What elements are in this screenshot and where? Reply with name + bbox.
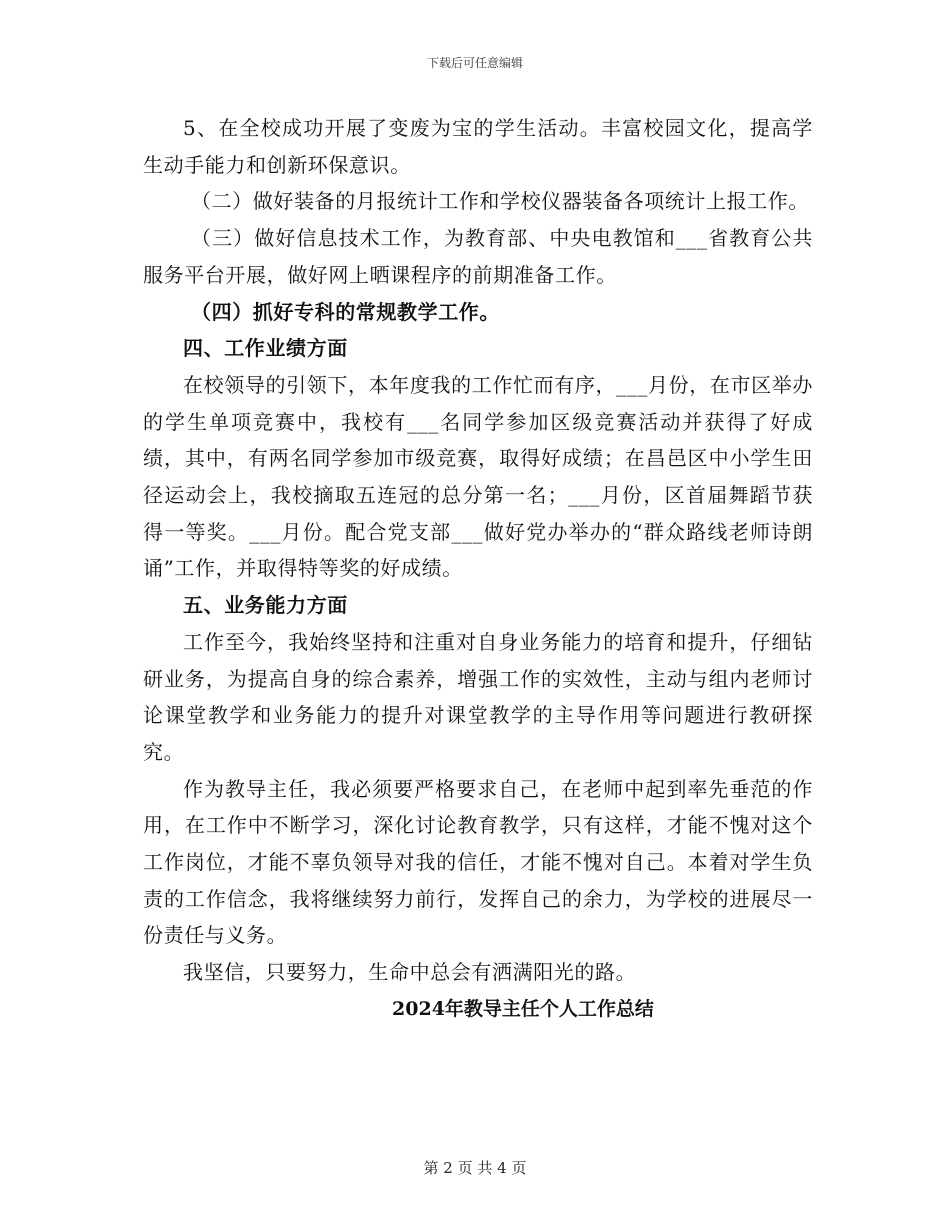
paragraph-achievements: 在校领导的引领下，本年度我的工作忙而有序，___月份，在市区举办的学生单项竞赛中，我校有___名同学参加区级竞赛活动并获得了好成绩，其中，有两名同学参加市级竞赛，取得好成绩；在昌邑区中小学生田径运动会上，我校摘取五连冠的总分第一名；___月份，区首届舞蹈节获得一等奖。___月份。配合党支部___做好党办举办的“群众路线老师诗朗诵”工作，并取得特等奖的好成绩。 xyxy=(143,372,813,581)
paragraph-activity: 5、在全校成功开展了变废为宝的学生活动。丰富校园文化，提高学生动手能力和创新环保意识。 xyxy=(143,116,813,177)
document-title: 2024年教导主任个人工作总结 xyxy=(392,997,654,1020)
paragraph-belief: 我坚信，只要努力，生命中总会有洒满阳光的路。 xyxy=(183,960,637,985)
heading-achievements: 四、工作业绩方面 xyxy=(183,336,348,361)
page-header-note: 下载后可任意编辑 xyxy=(426,56,523,70)
paragraph-role: 作为教导主任，我必须要严格要求自己，在老师中起到率先垂范的作用，在工作中不断学习，深化讨论教育教学，只有这样，才能不愧对这个工作岗位，才能不辜负领导对我的信任，才能不愧对自己。本着对学生负责的工作信念，我将继续努力前行，发挥自己的余力，为学校的进展尽一份责任与义务。 xyxy=(143,776,813,948)
heading-ability: 五、业务能力方面 xyxy=(183,593,348,618)
heading-teaching-work: （四）抓好专科的常规教学工作。 xyxy=(191,299,500,324)
paragraph-it-work: （三）做好信息技术工作，为教育部、中央电教馆和___省教育公共服务平台开展，做好网上晒课程序的前期准备工作。 xyxy=(143,226,813,287)
paragraph-equipment-stats: （二）做好装备的月报统计工作和学校仪器装备各项统计上报工作。 xyxy=(191,189,809,214)
paragraph-ability: 工作至今，我始终坚持和注重对自身业务能力的培育和提升，仔细钻研业务，为提高自身的综合素养，增强工作的实效性，主动与组内老师讨论课堂教学和业务能力的提升对课堂教学的主导作用等问题进行教研探究。 xyxy=(143,629,813,764)
document-body xyxy=(143,110,813,1028)
page-number: 第 2 页 共 4 页 xyxy=(423,1159,527,1177)
